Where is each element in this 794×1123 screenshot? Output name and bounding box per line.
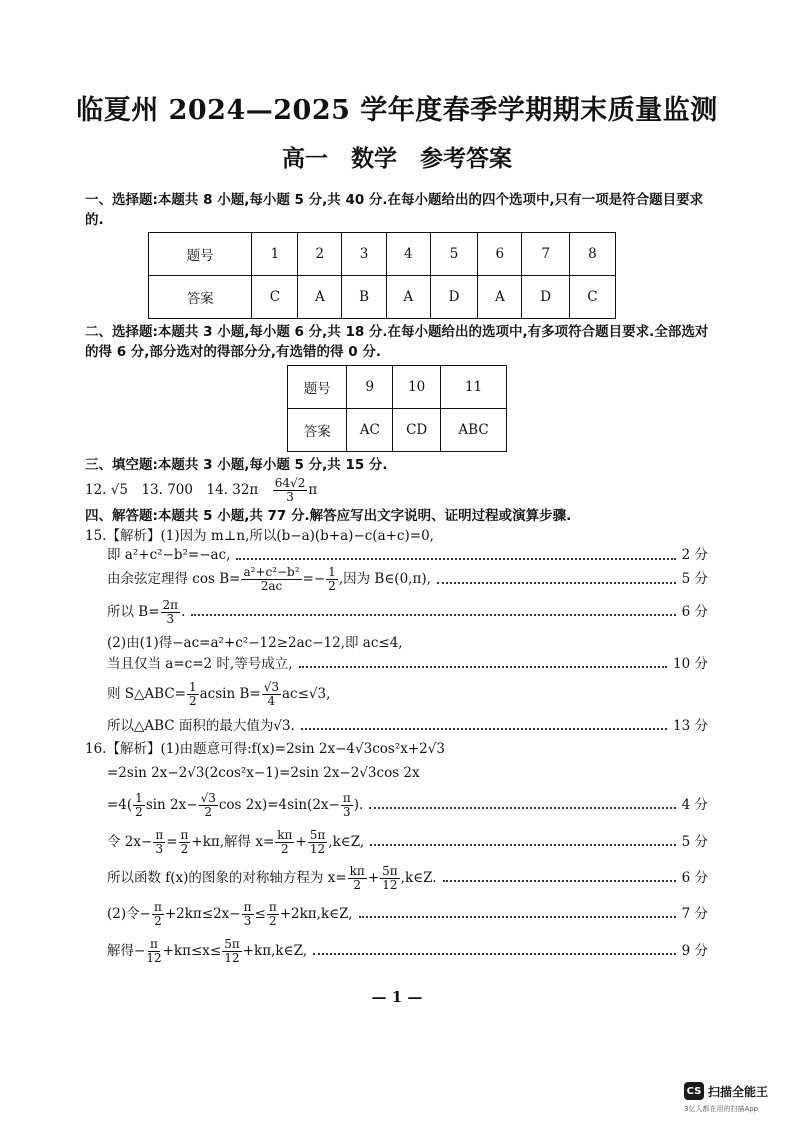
fraction <box>242 901 254 928</box>
solution-text <box>107 656 293 673</box>
score-label: 5 分 <box>681 833 708 850</box>
choice-answer-table-2 <box>287 365 507 452</box>
text-segment: ). <box>353 796 364 813</box>
answer-cell: A <box>478 276 522 319</box>
choice-answer-table-1 <box>148 232 616 319</box>
fraction <box>146 938 161 965</box>
solution-line <box>107 865 708 892</box>
score-label: 10 分 <box>673 655 708 672</box>
solution-line <box>107 599 708 626</box>
cs-logo-icon: CS <box>684 1082 704 1100</box>
fraction <box>222 938 242 965</box>
question-number-cell: 10 <box>393 366 441 409</box>
row-label: 答案 <box>149 276 252 319</box>
solution-text <box>107 792 363 819</box>
answer-cell: B <box>342 276 387 319</box>
text-segment: + <box>367 869 380 886</box>
text-segment: 当且仅当 a=c=2 时,等号成立, <box>107 655 293 672</box>
text-segment: π <box>308 482 318 498</box>
denominator: 12 <box>224 950 240 965</box>
solution-text <box>107 865 437 892</box>
fraction <box>273 477 308 504</box>
score-label: 4 分 <box>681 796 708 813</box>
text-segment: +kπ,k∈Z, <box>242 942 307 959</box>
score-label: 6 分 <box>681 869 708 886</box>
denominator: 3 <box>155 841 164 856</box>
numerator: π <box>180 827 189 842</box>
fraction <box>275 829 294 856</box>
denominator: 12 <box>309 841 326 856</box>
solution-line <box>85 477 317 504</box>
numerator: π <box>153 899 162 914</box>
numerator: 1 <box>328 565 336 579</box>
document-title: 临夏州 2024—2025 学年度春季学期期末质量监测 <box>76 95 718 126</box>
section-3-instructions: 三、填空题:本题共 3 小题,每小题 5 分,共 15 分. <box>85 457 388 473</box>
question-number-cell: 4 <box>386 233 430 276</box>
fraction <box>199 792 218 819</box>
solution-text <box>107 635 403 652</box>
denominator: 2 <box>268 913 277 928</box>
score-label: 7 分 <box>681 905 708 922</box>
answer-cell: CD <box>393 409 441 452</box>
fraction <box>326 566 338 593</box>
solution-text <box>107 547 230 564</box>
numerator: 5π <box>224 936 240 951</box>
row-label: 答案 <box>288 409 347 452</box>
row-label: 题号 <box>288 366 347 409</box>
numerator: kπ <box>277 827 293 842</box>
dotted-leader <box>443 880 676 882</box>
dotted-leader <box>437 582 676 584</box>
text-segment: (2)由(1)得−ac=a²+c²−12≥2ac−12,即 ac≤4, <box>107 634 403 651</box>
solution-line <box>85 528 434 545</box>
text-segment: 所以 B= <box>107 603 160 620</box>
solution-line <box>107 635 403 652</box>
solution-text <box>107 718 295 735</box>
text-segment: ,k∈Z. <box>400 869 437 886</box>
text-segment: 则 S△ABC= <box>107 685 186 702</box>
fraction <box>380 865 400 892</box>
denominator: 3 <box>166 611 175 626</box>
fraction <box>187 681 199 708</box>
dotted-leader <box>299 666 668 668</box>
fraction <box>241 566 301 593</box>
solution-text <box>85 741 445 758</box>
score-label: 13 分 <box>673 717 708 734</box>
text-segment: =2sin 2x−2√3(2cos²x−1)=2sin 2x−2√3cos 2x <box>107 764 420 781</box>
question-number-cell: 5 <box>430 233 478 276</box>
dotted-leader <box>359 916 676 918</box>
fraction <box>152 901 164 928</box>
answer-cell: A <box>386 276 430 319</box>
text-segment: +kπ≤x≤ <box>162 942 222 959</box>
denominator: 2 <box>204 804 213 819</box>
page-number: — 1 — <box>371 988 423 1006</box>
scanner-logo <box>684 1082 768 1100</box>
fraction <box>133 792 145 819</box>
dotted-leader <box>369 807 675 809</box>
numerator: 1 <box>188 679 197 694</box>
section-2-instructions: 二、选择题:本题共 3 小题,每小题 6 分,共 18 分.在每小题给出的选项中,有多项符合题目要求.全部选对的得 6 分,部分选对的得部分分,有选错的得 0 分. <box>85 324 709 360</box>
question-number-cell: 11 <box>441 366 507 409</box>
solution-text <box>107 681 330 708</box>
row-label: 题号 <box>149 233 252 276</box>
dotted-leader <box>370 844 675 846</box>
numerator: 64√2 <box>274 476 306 490</box>
denominator: 3 <box>286 490 294 504</box>
solution-text <box>107 599 185 626</box>
score-label: 9 分 <box>681 942 708 959</box>
text-segment: 所以函数 f(x)的图象的对称轴方程为 x= <box>107 869 347 886</box>
numerator: 5π <box>309 827 326 842</box>
dotted-leader <box>191 614 675 616</box>
question-number-cell: 6 <box>478 233 522 276</box>
question-number-cell: 7 <box>522 233 570 276</box>
denominator: 12 <box>382 877 398 892</box>
text-segment: 由余弦定理得 cos B= <box>107 571 241 587</box>
text-segment: 解得− <box>107 942 146 959</box>
denominator: 2 <box>281 841 289 856</box>
answer-cell: AC <box>347 409 393 452</box>
solution-text <box>107 938 307 965</box>
section-4-instructions: 四、解答题:本题共 5 小题,共 77 分.解答应写出文字说明、证明过程或演算步骤. <box>85 508 572 524</box>
solution-line <box>107 829 708 856</box>
solution-text <box>107 829 364 856</box>
text-segment: =− <box>302 571 326 587</box>
denominator: 2 <box>188 693 197 708</box>
solution-text <box>107 765 420 782</box>
logo-name: 扫描全能王 <box>708 1084 769 1099</box>
text-segment: (2)令− <box>107 905 151 922</box>
text-segment: 12. √5 13. 700 14. 32π <box>85 482 272 498</box>
solution-line <box>107 718 708 735</box>
text-segment: ,k∈Z, <box>328 833 365 850</box>
dotted-leader <box>236 558 675 560</box>
text-segment: + <box>295 833 307 850</box>
solution-line <box>107 547 708 564</box>
solution-line <box>107 566 708 593</box>
section-1-instructions: 一、选择题:本题共 8 小题,每小题 5 分,共 40 分.在每小题给出的四个选项中,只有一项是符合题目要求的. <box>85 192 704 228</box>
text-segment: 15.【解析】(1)因为 m⊥n,所以(b−a)(b+a)−c(a+c)=0, <box>85 528 434 544</box>
text-segment: ≤ <box>254 905 266 922</box>
solution-line <box>107 765 420 782</box>
question-number-cell: 1 <box>252 233 298 276</box>
text-segment: ac≤√3, <box>281 685 331 702</box>
numerator: π <box>150 936 158 951</box>
numerator: π <box>155 827 164 842</box>
text-segment: . <box>181 603 186 620</box>
text-segment: 所以△ABC 面积的最大值为√3. <box>107 717 295 734</box>
numerator: √3 <box>200 790 216 805</box>
denominator: 2 <box>353 877 362 892</box>
question-number-cell: 8 <box>569 233 615 276</box>
solution-text <box>107 566 431 593</box>
numerator: π <box>268 899 277 914</box>
text-segment: sin 2x− <box>145 796 198 813</box>
numerator: a²+c²−b² <box>243 565 300 579</box>
fraction <box>341 792 353 819</box>
fraction <box>267 901 279 928</box>
text-segment: = <box>166 833 178 850</box>
score-label: 6 分 <box>681 603 708 620</box>
solution-line <box>107 792 708 819</box>
question-number-cell: 2 <box>298 233 342 276</box>
fraction <box>153 829 165 856</box>
numerator: 5π <box>382 863 398 878</box>
solution-text <box>85 477 317 504</box>
fraction <box>348 865 367 892</box>
numerator: π <box>342 790 351 805</box>
denominator: 2 <box>328 579 336 593</box>
solution-text <box>107 901 353 928</box>
text-segment: 16.【解析】(1)由题意可得:f(x)=2sin 2x−4√3cos²x+2√3 <box>85 740 445 757</box>
denominator: 2 <box>154 913 162 928</box>
fraction <box>179 829 191 856</box>
fraction <box>308 829 328 856</box>
fraction <box>161 599 181 626</box>
text-segment: 即 a²+c²−b²=−ac, <box>107 547 231 563</box>
solution-line <box>107 938 708 965</box>
denominator: 2ac <box>260 579 283 593</box>
answer-cell: C <box>569 276 615 319</box>
denominator: 3 <box>243 913 252 928</box>
denominator: 12 <box>146 950 162 965</box>
solution-line <box>107 681 330 708</box>
question-number-cell: 3 <box>342 233 387 276</box>
dotted-leader <box>313 953 676 955</box>
denominator: 2 <box>135 804 143 819</box>
text-segment: +kπ,解得 x= <box>191 833 275 850</box>
text-segment: +2kπ≤2x− <box>164 905 241 922</box>
score-label: 2 分 <box>681 547 708 563</box>
text-segment: acsin B= <box>199 685 261 702</box>
numerator: 1 <box>135 790 143 805</box>
question-number-cell: 9 <box>347 366 393 409</box>
logo-tagline: 3亿人都在用的扫描App <box>684 1105 759 1113</box>
answer-cell: A <box>298 276 342 319</box>
denominator: 4 <box>267 693 276 708</box>
solution-line <box>85 741 445 758</box>
text-segment: +2kπ,k∈Z, <box>279 905 353 922</box>
denominator: 2 <box>180 841 189 856</box>
score-label: 5 分 <box>681 571 708 587</box>
solution-line <box>107 656 708 673</box>
document-subtitle: 高一 数学 参考答案 <box>282 145 512 172</box>
dotted-leader <box>301 728 667 730</box>
answer-cell: D <box>522 276 570 319</box>
answer-cell: C <box>252 276 298 319</box>
answer-cell: D <box>430 276 478 319</box>
numerator: kπ <box>349 863 365 878</box>
numerator: 2π <box>162 597 179 612</box>
solution-line <box>107 901 708 928</box>
text-segment: ,因为 B∈(0,π), <box>338 571 431 587</box>
text-segment: cos 2x)=4sin(2x− <box>218 796 340 813</box>
text-segment: =4( <box>107 796 133 813</box>
solution-text <box>85 528 434 545</box>
numerator: √3 <box>263 679 279 694</box>
fraction <box>262 681 281 708</box>
numerator: π <box>243 899 252 914</box>
denominator: 3 <box>342 804 351 819</box>
answer-cell: ABC <box>441 409 507 452</box>
text-segment: 令 2x− <box>107 833 153 850</box>
